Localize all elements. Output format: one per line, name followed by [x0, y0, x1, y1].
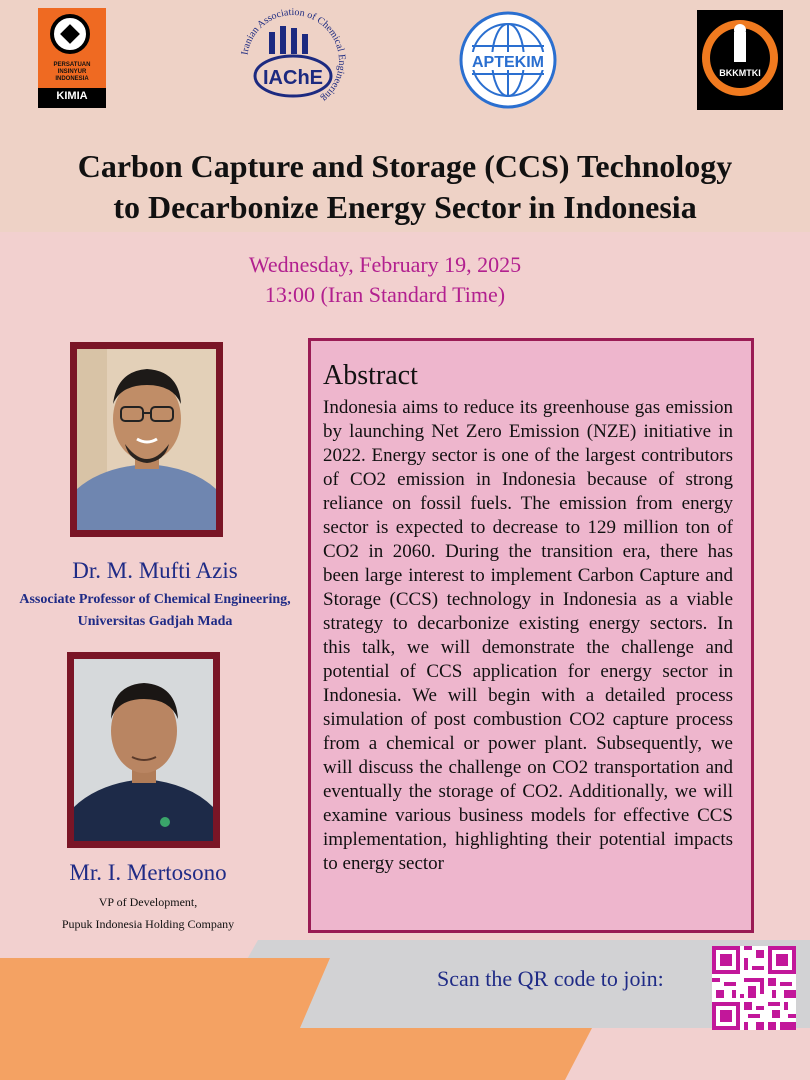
- bkkmtki-logo: [697, 10, 783, 110]
- aptekim-name: APTEKIM: [472, 54, 544, 71]
- event-date: Wednesday, February 19, 2025: [248, 252, 522, 277]
- pii-logo-line1: PERSATUAN: [53, 62, 91, 68]
- speaker-2-photo: [74, 659, 213, 841]
- title-line-2: to Decarbonize Energy Sector in Indonesia: [113, 189, 697, 225]
- abstract-heading: Abstract: [323, 360, 418, 391]
- bkkmtki-name: BKKMTKI: [719, 68, 761, 78]
- speaker-1-affiliation: Universitas Gadjah Mada: [77, 614, 233, 629]
- page-title: [0, 146, 810, 228]
- pii-emblem-icon: [50, 14, 90, 54]
- aptekim-logo: [458, 10, 558, 110]
- iache-logo: [236, 4, 350, 118]
- footer-band: [0, 940, 810, 1028]
- abstract-text: Indonesia aims to reduce its greenhouse gas emission by launching Net Zero Emission (NZE) initiative in 2022. Energy sector is one of the largest contributors of CO2 emission in Indonesia because of strong reliance on fossil fuels. The emission from energy sector is expected to decrease to 129 million ton of CO2 in 2060. During the transition era, there has been large interest to implement Carbon Capture and Storage (CCS) technology in Indonesia as a viable strategy to decarbonize existing energy sectors. In this talk, we will demonstrate the challenge and potential of CCS application for energy sector in Indonesia. We will begin with a detailed process simulation of post combustion CO2 capture process from a chemical or power plant. Subsequently, we will discuss the challenge on CO2 transportation and eventually the storage of CO2. Additionally, we will examine various business models for effective CCS implementation, highlighting their potential impacts to energy sector: [323, 397, 733, 874]
- footer-orange-shape: [0, 958, 330, 1028]
- qr-code-icon[interactable]: [712, 946, 796, 1030]
- speaker-2-photo-frame: [67, 652, 220, 848]
- speaker-1-role: [0, 589, 310, 633]
- event-schedule: [0, 250, 770, 310]
- footer-orange-band: [0, 1028, 592, 1080]
- speaker-1-name: Dr. M. Mufti Azis: [72, 558, 238, 583]
- speaker-1-title: Associate Professor of Chemical Engineering,: [19, 592, 291, 607]
- pii-logo-line3: INDONESIA: [55, 76, 89, 82]
- abstract-box: [308, 338, 754, 933]
- event-time: 13:00 (Iran Standard Time): [264, 282, 506, 307]
- speaker-1-photo-frame: [70, 342, 223, 537]
- iache-arc-text: Iranian Association of Chemical Engineering: [239, 6, 348, 104]
- pii-logo-line2: INSINYUR: [57, 69, 87, 75]
- pii-logo-kimia: KIMIA: [56, 90, 88, 102]
- speaker-2-name: Mr. I. Mertosono: [69, 860, 227, 885]
- scan-qr-text: Scan the QR code to join:: [437, 966, 664, 991]
- speaker-2-title: VP of Development,: [98, 895, 198, 909]
- speaker-2-affiliation: Pupuk Indonesia Holding Company: [61, 917, 235, 931]
- speaker-2-role: [0, 891, 296, 935]
- title-line-1: Carbon Capture and Storage (CCS) Technology: [77, 148, 733, 184]
- iache-mark: IAChE: [263, 67, 323, 89]
- pii-kimia-logo: [38, 8, 106, 108]
- speaker-1-photo: [77, 349, 216, 530]
